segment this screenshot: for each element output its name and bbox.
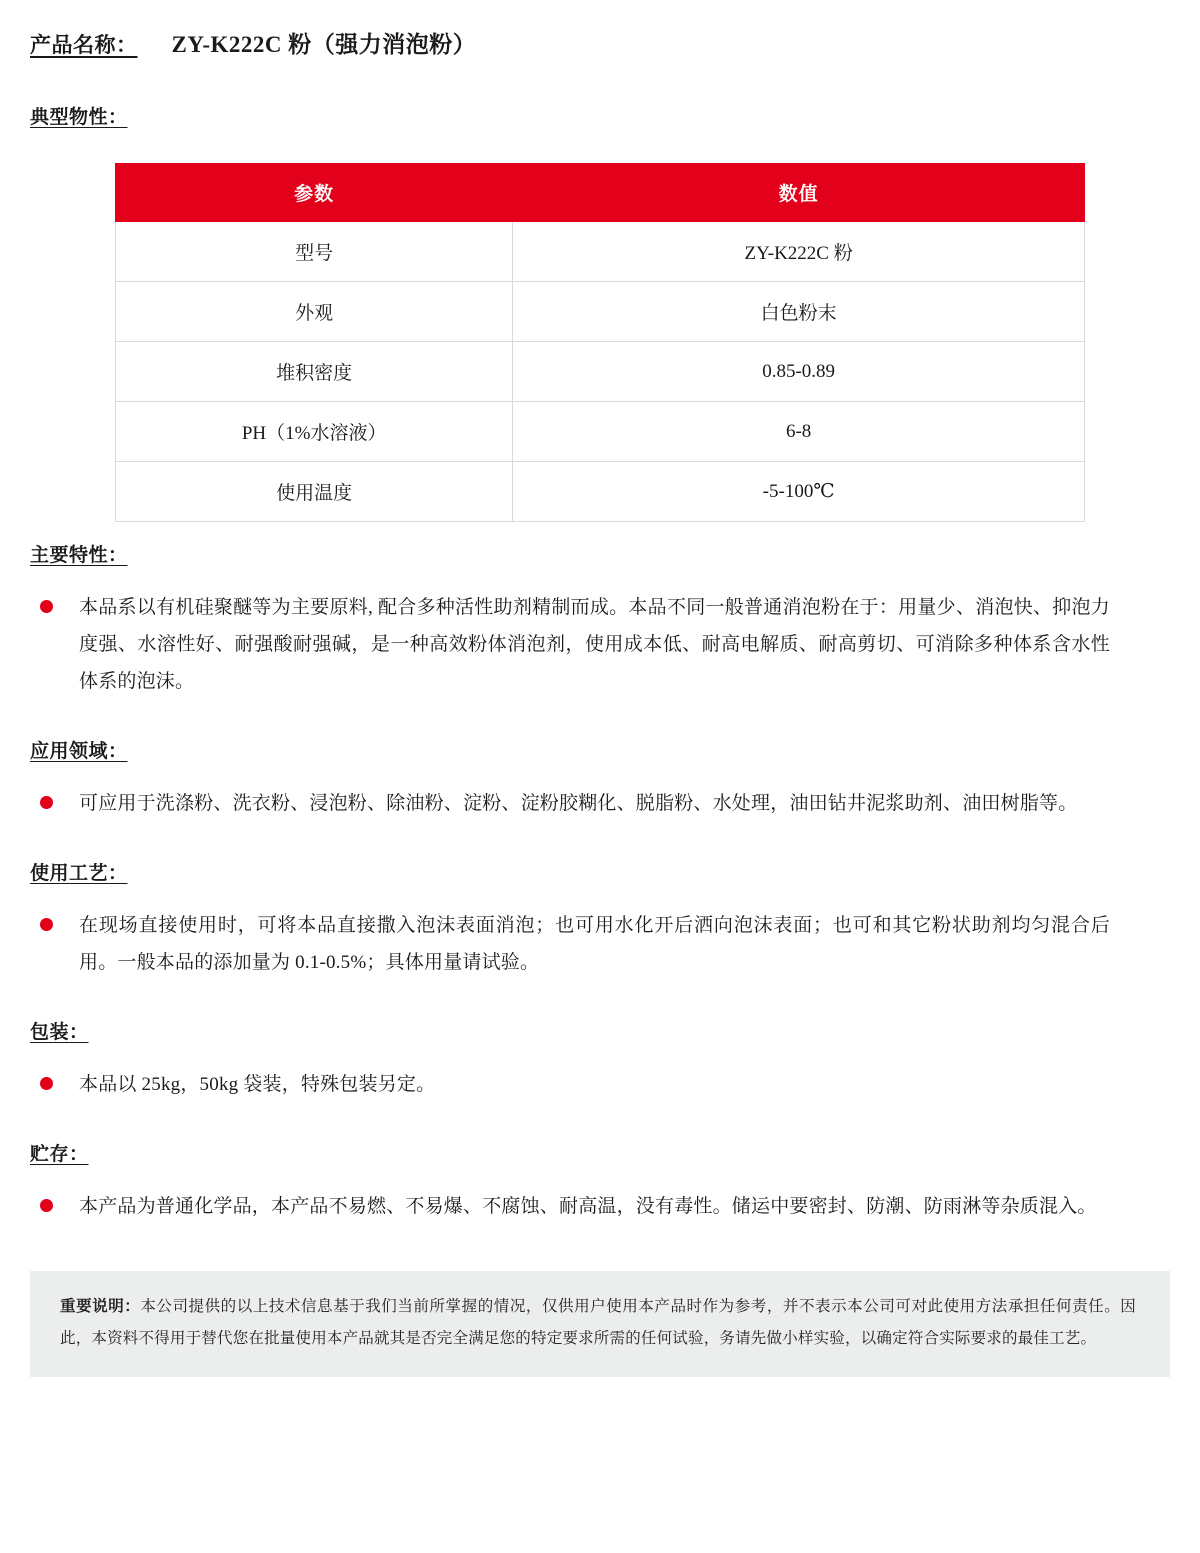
table-row [116,402,1085,462]
table-cell-parameter: 堆积密度 [116,342,513,402]
main-features-text: 本品系以有机硅聚醚等为主要原料, 配合多种活性助剂精制而成。本品不同一般普通消泡粉在于：用量少、消泡快、抑泡力度强、水溶性好、耐强酸耐强碱，是一种高效粉体消泡剂，使用成本低、耐高电解质、耐高剪切、可消除多种体系含水性体系的泡沫。 [79,597,1110,693]
disclaimer-label: 重要说明： [60,1298,141,1316]
bullet-dot-icon [40,918,53,931]
list-item [30,907,1170,981]
typical-properties-table [115,163,1085,522]
bullet-dot-icon [40,1077,53,1090]
table-cell-value: 6-8 [513,402,1085,462]
list-item [30,589,1170,700]
list-item [30,785,1170,822]
table-header-row [116,164,1085,222]
table-header-parameter: 参数 [116,164,513,222]
table-cell-value: ZY-K222C 粉 [513,222,1085,282]
section-heading-packing: 包装： [30,1022,89,1044]
table-cell-parameter: 外观 [116,282,513,342]
process-text: 在现场直接使用时，可将本品直接撒入泡沫表面消泡；也可用水化开后洒向泡沫表面；也可和其它粉状助剂均匀混合后用。一般本品的添加量为 0.1-0.5%；具体用量请试验。 [79,915,1110,974]
product-name-value: ZY-K222C 粉（强力消泡粉） [171,32,477,57]
section-heading-typical-properties: 典型物性： [30,107,128,128]
table-row [116,282,1085,342]
section-heading-storage: 贮存： [30,1144,89,1166]
list-item [30,1188,1170,1225]
table-cell-parameter: PH（1%水溶液） [116,402,513,462]
table-header-value: 数值 [513,164,1085,222]
section-heading-applications: 应用领域： [30,741,128,763]
table-row [116,222,1085,282]
section-heading-main-features: 主要特性： [30,545,128,566]
list-item [30,1066,1170,1103]
table-cell-value: -5-100℃ [513,462,1085,522]
disclaimer-text: 本公司提供的以上技术信息基于我们当前所掌握的情况，仅供用户使用本产品时作为参考，并不表示本公司可对此使用方法承担任何责任。因此，本资料不得用于替代您在批量使用本产品就其是否完全满足您的特定要求所需的任何试验，务请先做小样实验，以确定符合实际要求的最佳工艺。 [60,1298,1136,1348]
table-row [116,462,1085,522]
typical-properties-table-wrap [30,163,1170,522]
applications-text: 可应用于洗涤粉、洗衣粉、浸泡粉、除油粉、淀粉、淀粉胶糊化、脱脂粉、水处理，油田钻井泥浆助剂、油田树脂等。 [79,793,1078,815]
table-row [116,342,1085,402]
bullet-dot-icon [40,1199,53,1212]
table-cell-value: 0.85-0.89 [513,342,1085,402]
table-cell-parameter: 型号 [116,222,513,282]
product-title-row [30,26,1170,59]
bullet-dot-icon [40,796,53,809]
table-cell-parameter: 使用温度 [116,462,513,522]
table-cell-value: 白色粉末 [513,282,1085,342]
section-heading-process: 使用工艺： [30,863,128,885]
storage-text: 本产品为普通化学品，本产品不易燃、不易爆、不腐蚀、耐高温，没有毒性。储运中要密封、防潮、防雨淋等杂质混入。 [79,1196,1097,1218]
disclaimer-box [30,1271,1170,1377]
bullet-dot-icon [40,600,53,613]
packing-text: 本品以 25kg，50kg 袋装，特殊包装另定。 [79,1074,436,1096]
product-name-label: 产品名称： [30,33,138,57]
